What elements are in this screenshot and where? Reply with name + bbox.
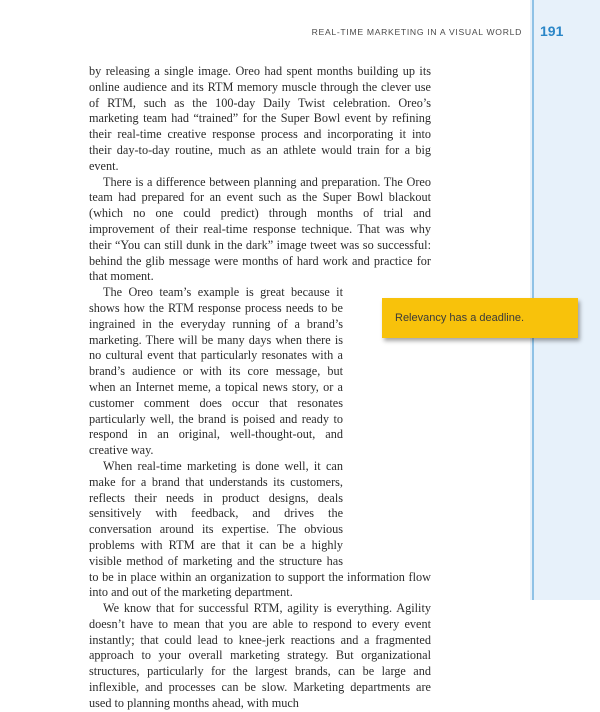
callout-wrap-space (343, 490, 431, 554)
running-head: REAL-TIME MARKETING IN A VISUAL WORLD (311, 27, 522, 37)
paragraph: We know that for successful RTM, agility is everything. Agility doesn’t have to mean that you are able to respond to every event instantly; that could lead to knee-jerk reactions and a fragmented approach to your overall marketing strategy. But organizational structures, particularly for the largest brands, can be large and inflexible, and processes can be slow. Marketing departments are used to planning months ahead, with much (89, 601, 431, 710)
paragraph: The Oreo team’s example is great because it shows how the RTM response process needs to be ingrained in the everyday running of a brand’s marketing. There will be many days when there is no cultural event that particularly resonates with a brand’s audience or with its core message, but when an Internet meme, a topical news story, or a customer comment does occur that resonates particularly well, the brand is poised and ready to respond in an original, well-thought-out, and creative way. (89, 285, 343, 458)
callout-text: Relevancy has a deadline. (395, 312, 525, 324)
pull-quote-callout (382, 298, 578, 338)
paragraph: by releasing a single image. Oreo had spent months building up its online audience and its RTM memory muscle through the clever use of RTM, such as the 100-day Daily Twist celebration. Oreo’s marketing team had “trained” for the Super Bowl event by refining their real-time creative response process and incorporating it into their day-to-day routine, much as an athlete would train for a big event. (89, 64, 431, 173)
page-number: 191 (540, 23, 564, 39)
body-text (89, 64, 431, 712)
paragraph: There is a difference between planning and preparation. The Oreo team had prepared for an event such as the Super Bowl blackout (which no one could predict) through months of trial and improvement of their real-time response technique. That was why their “You can still dunk in the dark” image tweet was so successful: behind the glib message were months of hard work and practice for that moment. (89, 174, 431, 284)
paragraph: When real-time marketing is done well, it can make for a brand that understands its customers, reflects their needs in product designs, deals sensitively with feedback, and drives the conversation around its expertise. The obvious problems with RTM are that it can be a highly visible method of marketing and the structure has to be in place within an organization to support the information flow into and out of the marketing department. (89, 458, 431, 600)
